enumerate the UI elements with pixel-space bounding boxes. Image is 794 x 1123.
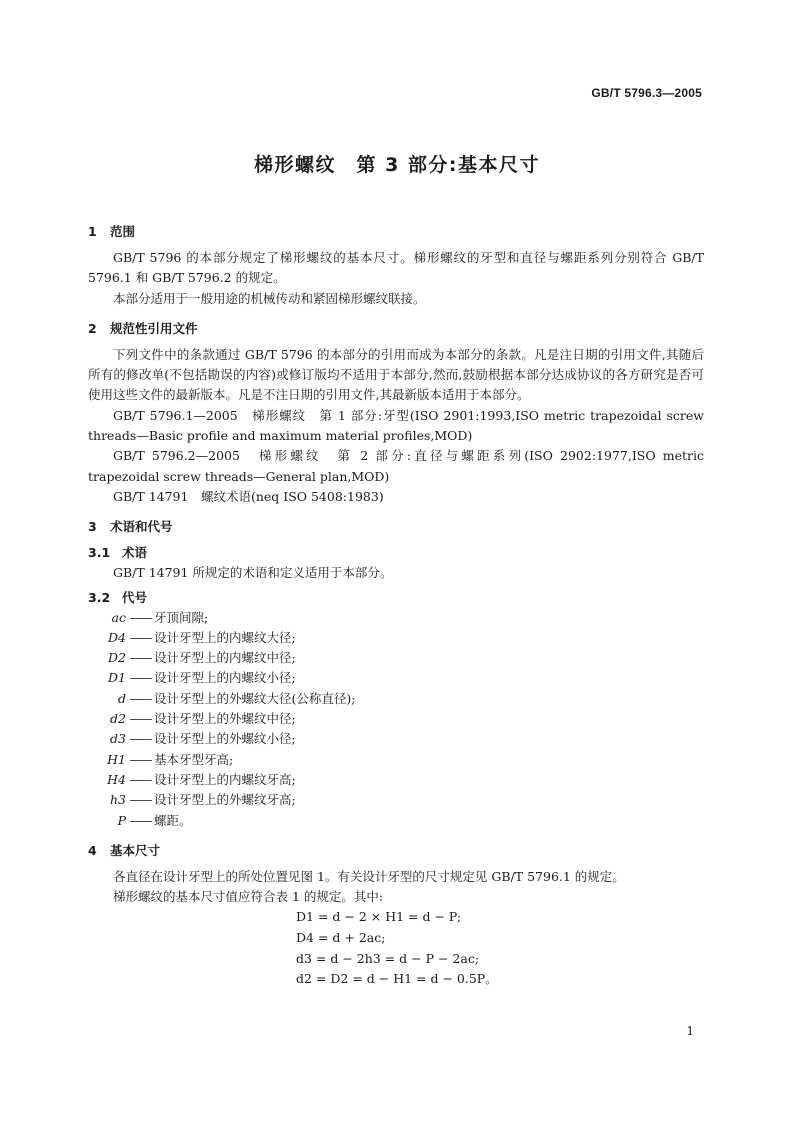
symbol-description: 基本牙型牙高;	[154, 751, 234, 767]
document-title: 梯形螺纹 第 3 部分:基本尺寸	[253, 154, 541, 176]
section-title: 基本尺寸	[110, 842, 161, 858]
symbol-item	[88, 628, 704, 648]
symbol: D2	[108, 650, 126, 666]
section-title: 术语和代号	[110, 519, 173, 535]
symbol: P	[117, 812, 126, 828]
symbol-item	[88, 608, 704, 628]
section-1-paragraph-2: 本部分适用于一般用途的机械传动和紧固梯形螺纹联接。	[113, 290, 426, 306]
symbol-description: 设计牙型上的外螺纹小径;	[154, 731, 296, 747]
section-1-paragraph-1: GB/T 5796 的本部分规定了梯形螺纹的基本尺寸。梯形螺纹的牙型和直径与螺距系列分别符合 GB/T 5796.1 和 GB/T 5796.2 的规定。	[88, 250, 704, 286]
section-number: 2	[88, 320, 97, 336]
em-dash: ——	[129, 711, 151, 727]
symbol-item	[88, 811, 704, 831]
em-dash: ——	[129, 731, 151, 747]
formula: D1 = d − 2 × H1 = d − P;	[296, 909, 462, 925]
section-title: 规范性引用文件	[110, 320, 198, 336]
subsection-3-1-text: GB/T 14791 所规定的术语和定义适用于本部分。	[113, 565, 393, 581]
symbol-description: 设计牙型上的内螺纹小径;	[154, 670, 296, 686]
normative-reference: GB/T 5796.1—2005 梯形螺纹 第 1 部分:牙型(ISO 2901:1993,ISO metric trapezoidal screw threads—Basic profile and maximum material profiles,MOD)	[88, 407, 704, 444]
symbol: H1	[107, 751, 126, 767]
em-dash: ——	[129, 792, 151, 808]
symbol: H4	[107, 771, 126, 787]
normative-reference: GB/T 14791 螺纹术语(neq ISO 5408:1983)	[113, 488, 384, 504]
symbol: D4	[108, 629, 126, 645]
em-dash: ——	[129, 609, 151, 625]
em-dash: ——	[129, 650, 151, 666]
section-number: 1	[88, 224, 97, 239]
symbol-item	[88, 729, 704, 749]
symbol-item	[88, 750, 704, 770]
symbol: d2	[110, 711, 126, 727]
em-dash: ——	[129, 629, 151, 645]
section-2-paragraph-1: 下列文件中的条款通过 GB/T 5796 的本部分的引用而成为本部分的条款。凡是注日期的引用文件,其随后所有的修改单(不包括勘误的内容)或修订版均不适用于本部分,然而,鼓励根据本部分达成协议的各方研究是否可使用这些文件的最新版本。凡是不注日期的引用文件,其最新版本适用于本部分。	[88, 346, 704, 403]
section-title: 范围	[110, 224, 136, 239]
section-1-heading	[88, 222, 704, 242]
symbol-item	[88, 709, 704, 729]
subsection-3-2-heading	[88, 588, 704, 608]
symbol-description: 螺距。	[154, 812, 192, 828]
symbol-description: 牙顶间隙;	[154, 609, 209, 625]
symbol: d	[117, 690, 126, 706]
symbol-description: 设计牙型上的内螺纹大径;	[154, 629, 296, 645]
document-body	[88, 212, 704, 990]
subsection-number: 3.1	[88, 545, 111, 561]
symbol-item	[88, 668, 704, 688]
formula: d3 = d − 2h3 = d − P − 2ac;	[296, 950, 480, 966]
em-dash: ——	[129, 690, 151, 706]
symbol: h3	[109, 792, 126, 808]
formula-block	[296, 907, 704, 989]
symbol-description: 设计牙型上的外螺纹大径(公称直径);	[154, 690, 356, 706]
section-number: 3	[88, 519, 97, 535]
section-3-heading	[88, 517, 704, 537]
em-dash: ——	[129, 670, 151, 686]
em-dash: ——	[129, 771, 151, 787]
section-number: 4	[88, 842, 97, 858]
section-2-heading	[88, 319, 704, 339]
section-4-paragraph-1: 各直径在设计牙型上的所处位置见图 1。有关设计牙型的尺寸规定见 GB/T 5796.1 的规定。	[113, 868, 625, 884]
standard-number: GB/T 5796.3—2005	[591, 86, 702, 100]
symbol-list	[88, 608, 704, 831]
subsection-title: 术语	[122, 545, 148, 561]
symbol-description: 设计牙型上的内螺纹中径;	[154, 650, 296, 666]
normative-reference: GB/T 5796.2—2005 梯形螺纹 第 2 部分:直径与螺距系列(ISO 2902:1977,ISO metric trapezoidal screw threads—General plan,MOD)	[88, 448, 704, 484]
formula: d2 = D2 = d − H1 = d − 0.5P。	[296, 971, 498, 987]
symbol: D1	[108, 670, 126, 686]
subsection-3-1-heading	[88, 543, 704, 563]
formula: D4 = d + 2ac;	[296, 930, 386, 946]
symbol: ac	[111, 609, 126, 625]
symbol-item	[88, 648, 704, 668]
symbol-item	[88, 790, 704, 810]
symbol-item	[88, 689, 704, 709]
em-dash: ——	[129, 751, 151, 767]
symbol-description: 设计牙型上的内螺纹牙高;	[154, 771, 296, 787]
em-dash: ——	[129, 812, 151, 828]
section-4-paragraph-2: 梯形螺纹的基本尺寸值应符合表 1 的规定。其中:	[113, 889, 384, 905]
symbol-item	[88, 770, 704, 790]
page-number: 1	[686, 1024, 694, 1038]
symbol-description: 设计牙型上的外螺纹牙高;	[154, 792, 296, 808]
section-4-heading	[88, 841, 704, 861]
symbol: d3	[110, 731, 126, 747]
subsection-title: 代号	[122, 589, 148, 605]
subsection-number: 3.2	[88, 589, 111, 605]
symbol-description: 设计牙型上的外螺纹中径;	[154, 711, 296, 727]
